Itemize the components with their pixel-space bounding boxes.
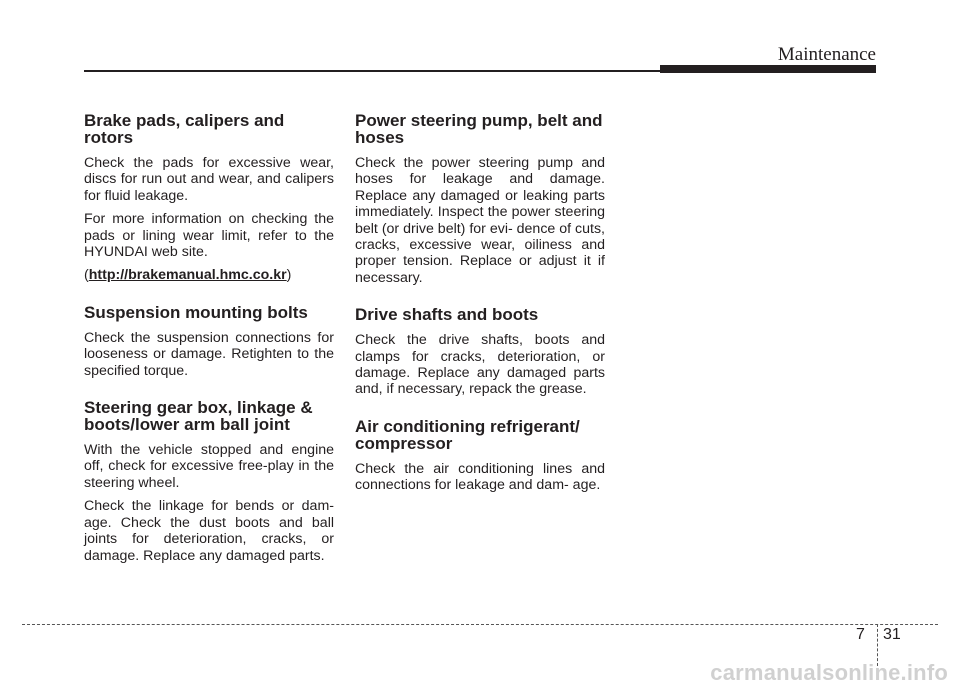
section-air-conditioning <box>355 418 605 494</box>
section-power-steering <box>355 112 605 286</box>
chapter-number: 7 <box>856 626 865 643</box>
paragraph: Check the drive shafts, boots and clamps for cracks, deterioration, or damage. Replace any damaged parts and, if necessary, repack the grease. <box>355 332 605 398</box>
section-suspension <box>84 304 334 379</box>
page-header-title: Maintenance <box>777 44 876 65</box>
section-heading: Brake pads, calipers and rotors <box>84 111 285 147</box>
page-number: 31 <box>883 626 901 643</box>
paragraph: Check the suspension connections for looseness or damage. Retighten to the specified torque. <box>84 329 334 379</box>
section-steering-gear <box>84 399 334 564</box>
header-rule <box>84 70 660 72</box>
link-paragraph: (http://brakemanual.hmc.co.kr) <box>84 267 292 284</box>
section-heading: Suspension mounting bolts <box>84 302 308 322</box>
paragraph: Check the air conditioning lines and connections for leakage and dam- age. <box>355 460 605 494</box>
right-column <box>355 112 605 514</box>
footer-rule <box>22 624 938 625</box>
watermark: carmanualsonline.info <box>710 660 948 685</box>
left-column <box>84 112 334 584</box>
section-heading: Steering gear box, linkage & boots/lower arm ball joint <box>84 398 313 435</box>
section-heading: Air conditioning refrigerant/ compressor <box>355 416 580 453</box>
paragraph: Check the linkage for bends or dam- age. Check the dust boots and ball joints for deterioration, cracks, or damage. Replace any damaged parts. <box>84 498 334 564</box>
brake-manual-link[interactable]: http://brakemanual.hmc.co.kr <box>88 267 287 284</box>
section-brake-pads <box>84 112 334 284</box>
section-heading: Drive shafts and boots <box>355 305 539 325</box>
paragraph: For more information on checking the pads or lining wear limit, refer to the HYUNDAI web site. <box>84 211 334 261</box>
paragraph: Check the power steering pump and hoses for leakage and damage. Replace any damaged or leaking parts immediately. Inspect the power steering belt (or drive belt) for evi- dence of cuts, cracks, excessive wear, oiliness and proper tension. Replace or adjust it if necessary. <box>355 155 605 286</box>
section-drive-shafts <box>355 306 605 398</box>
paragraph: Check the pads for excessive wear, discs for run out and wear, and calipers for fluid leakage. <box>84 155 334 204</box>
paragraph: With the vehicle stopped and engine off, check for excessive free-play in the steering wheel. <box>84 442 334 491</box>
header-rule-thick <box>660 65 876 73</box>
section-heading: Power steering pump, belt and hoses <box>355 111 603 147</box>
